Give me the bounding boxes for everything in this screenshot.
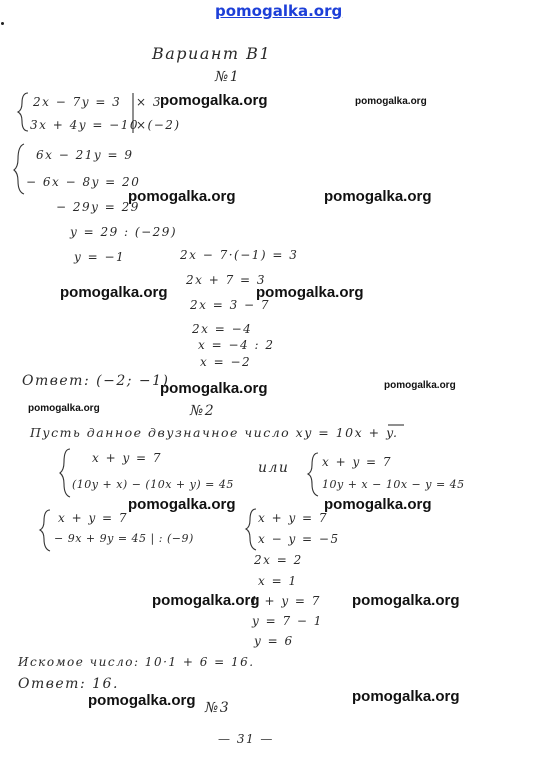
task2-number: №2 bbox=[190, 403, 216, 419]
watermark: pomogalka.org bbox=[128, 188, 236, 205]
task2-sysB-eq2: 10y + x − 10x − y = 45 bbox=[322, 478, 465, 491]
watermark: pomogalka.org bbox=[160, 92, 268, 109]
brace-task2-sysB bbox=[308, 453, 318, 496]
watermark: pomogalka.org bbox=[160, 380, 268, 397]
task1-step-eq2: − 6x − 8y = 20 bbox=[26, 175, 141, 189]
brace-task1-system bbox=[18, 93, 28, 131]
task1-number: №1 bbox=[215, 69, 241, 85]
task1-sub6: x = −2 bbox=[200, 355, 252, 369]
page-number: — 31 — bbox=[218, 732, 274, 746]
task1-y-div: y = 29 : (−29) bbox=[70, 225, 178, 239]
task2-sysC-eq1: x + y = 7 bbox=[58, 511, 129, 525]
task2-sysB-eq1: x + y = 7 bbox=[322, 455, 393, 469]
task2-answer: Ответ: 16. bbox=[18, 676, 119, 692]
watermark: pomogalka.org bbox=[60, 284, 168, 301]
task2-s3: 1 + y = 7 bbox=[250, 594, 321, 608]
task1-sum: − 29y = 29 bbox=[56, 200, 140, 214]
task2-s4: y = 7 − 1 bbox=[252, 614, 323, 628]
task2-sysD-eq2: x − y = −5 bbox=[258, 532, 340, 546]
task2-s5: y = 6 bbox=[254, 634, 294, 648]
variant-title: Вариант В1 bbox=[152, 44, 272, 63]
task2-sysA-eq2: (10y + x) − (10x + y) = 45 bbox=[72, 478, 234, 491]
task1-mult2: ×(−2) bbox=[136, 118, 181, 132]
watermark: pomogalka.org bbox=[352, 688, 460, 705]
watermark: pomogalka.org bbox=[384, 380, 456, 391]
brace-task2-sysD bbox=[246, 509, 256, 550]
watermark: pomogalka.org bbox=[324, 188, 432, 205]
task1-sub4: 2x = −4 bbox=[192, 322, 253, 336]
watermark: pomogalka.org bbox=[152, 592, 260, 609]
task2-statement: Пусть данное двузначное число xy = 10x + y. bbox=[30, 425, 399, 440]
task1-sub5: x = −4 : 2 bbox=[198, 338, 275, 352]
task2-s1: 2x = 2 bbox=[254, 553, 303, 567]
task1-sys-eq1: 2x − 7y = 3 bbox=[33, 95, 122, 109]
task2-wanted: Искомое число: 10·1 + 6 = 16. bbox=[18, 655, 255, 669]
brace-task1-step bbox=[14, 144, 24, 194]
site-header-link[interactable]: pomogalka.org bbox=[215, 2, 343, 20]
watermark: pomogalka.org bbox=[88, 692, 196, 709]
task2-s2: x = 1 bbox=[258, 574, 298, 588]
brace-task2-sysC bbox=[40, 510, 50, 551]
task2-sysD-eq1: x + y = 7 bbox=[258, 511, 329, 525]
task2-sysA-eq1: x + y = 7 bbox=[92, 451, 163, 465]
watermark: pomogalka.org bbox=[128, 496, 236, 513]
watermark: pomogalka.org bbox=[256, 284, 364, 301]
brace-task2-sysA bbox=[60, 449, 70, 497]
task1-sub3: 2x = 3 − 7 bbox=[190, 298, 271, 312]
task1-y-val: y = −1 bbox=[74, 250, 126, 264]
task1-answer: Ответ: (−2; −1) bbox=[22, 373, 170, 389]
task1-sub1: 2x − 7·(−1) = 3 bbox=[180, 248, 299, 262]
task1-sub2: 2x + 7 = 3 bbox=[186, 273, 267, 287]
task1-sys-eq2: 3x + 4y = −10 bbox=[30, 118, 140, 132]
task1-step-eq1: 6x − 21y = 9 bbox=[36, 148, 134, 162]
task1-mult1: × 3 bbox=[136, 95, 163, 109]
watermark: pomogalka.org bbox=[324, 496, 432, 513]
watermark: pomogalka.org bbox=[355, 96, 427, 107]
task2-sysC-eq2: − 9x + 9y = 45 | : (−9) bbox=[54, 532, 194, 545]
watermark: pomogalka.org bbox=[352, 592, 460, 609]
task3-number: №3 bbox=[205, 700, 231, 716]
watermark: pomogalka.org bbox=[28, 403, 100, 414]
task2-or: или bbox=[258, 460, 290, 476]
